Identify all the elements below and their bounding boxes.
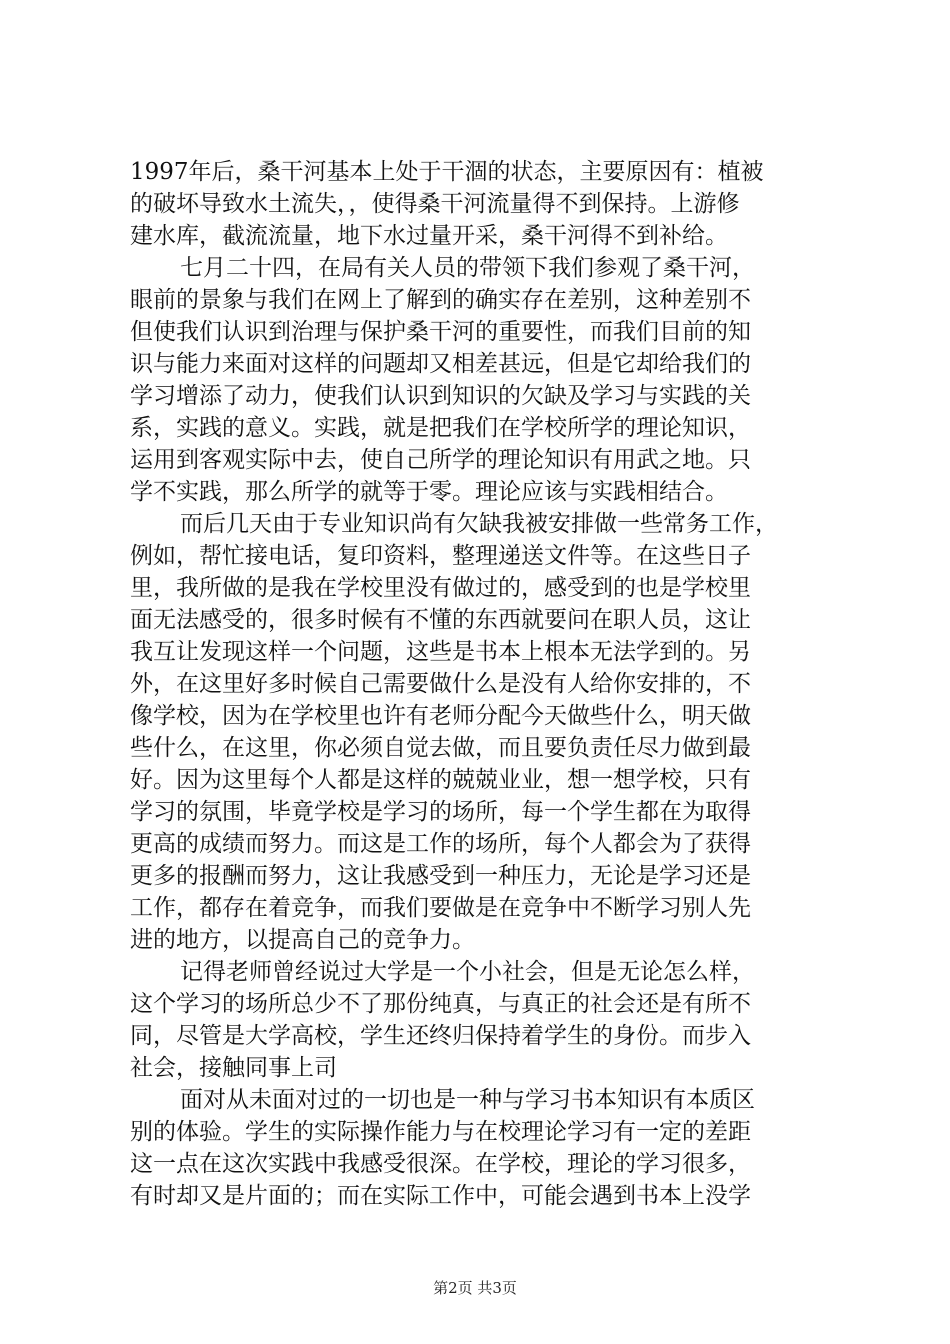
- text-line: 我互让发现这样一个问题，这些是书本上根本无法学到的。另: [130, 639, 751, 665]
- text-line: 别的体验。学生的实际操作能力与在校理论学习有一定的差距: [130, 1119, 751, 1145]
- text-line: 更多的报酬而努力，这让我感受到一种压力，无论是学习还是: [130, 863, 751, 889]
- text-line: 1997年后，桑干河基本上处于干涸的状态，主要原因有：植被: [130, 159, 764, 185]
- text-line: 建水库，截流流量，地下水过量开采，桑干河得不到补给。: [130, 223, 728, 249]
- text-line: 运用到客观实际中去，使自己所学的理论知识有用武之地。只: [130, 447, 751, 473]
- text-line: 像学校，因为在学校里也许有老师分配今天做些什么，明天做: [130, 703, 751, 729]
- text-line: 里，我所做的是我在学校里没有做过的，感受到的也是学校里: [130, 575, 751, 601]
- text-line: 面无法感受的，很多时候有不懂的东西就要问在职人员，这让: [130, 607, 751, 633]
- paragraph-start-line: 而后几天由于专业知识尚有欠缺我被安排做一些常务工作，: [180, 511, 778, 537]
- text-line: 学不实践，那么所学的就等于零。理论应该与实践相结合。: [130, 479, 728, 505]
- text-line: 同，尽管是大学高校，学生还终归保持着学生的身份。而步入: [130, 1023, 751, 1049]
- paragraph-start-line: 七月二十四，在局有关人员的带领下我们参观了桑干河，: [180, 255, 755, 281]
- text-line: 更高的成绩而努力。而这是工作的场所，每个人都会为了获得: [130, 831, 751, 857]
- text-line: 有时却又是片面的；而在实际工作中，可能会遇到书本上没学: [130, 1183, 751, 1209]
- text-line: 学习的氛围，毕竟学校是学习的场所，每一个学生都在为取得: [130, 799, 751, 825]
- document-body: [130, 156, 836, 1212]
- text-line: 的破坏导致水土流失，，使得桑干河流量得不到保持。上游修: [130, 191, 740, 217]
- text-line: 识与能力来面对这样的问题却又相差甚远，但是它却给我们的: [130, 351, 751, 377]
- text-line: 些什么，在这里，你必须自觉去做，而且要负责任尽力做到最: [130, 735, 751, 761]
- page-number-footer: 第2页 共3页: [433, 1279, 517, 1297]
- text-line: 学习增添了动力，使我们认识到知识的欠缺及学习与实践的关: [130, 383, 751, 409]
- text-line: 好。因为这里每个人都是这样的兢兢业业，想一想学校，只有: [130, 767, 751, 793]
- text-line: 系，实践的意义。实践，就是把我们在学校所学的理论知识，: [130, 415, 751, 441]
- text-line: 眼前的景象与我们在网上了解到的确实存在差别，这种差别不: [130, 287, 751, 313]
- text-line: 社会，接触同事上司: [130, 1055, 337, 1081]
- paragraph-start-line: 面对从未面对过的一切也是一种与学习书本知识有本质区: [180, 1087, 755, 1113]
- text-line: 进的地方，以提高自己的竞争力。: [130, 927, 475, 953]
- paragraph-start-line: 记得老师曾经说过大学是一个小社会，但是无论怎么样，: [180, 959, 755, 985]
- text-line: 外，在这里好多时候自己需要做什么是没有人给你安排的，不: [130, 671, 751, 697]
- text-line: 这个学习的场所总少不了那份纯真，与真正的社会还是有所不: [130, 991, 751, 1017]
- text-line: 这一点在这次实践中我感受很深。在学校，理论的学习很多，: [130, 1151, 751, 1177]
- text-line: 但使我们认识到治理与保护桑干河的重要性，而我们目前的知: [130, 319, 751, 345]
- text-line: 工作，都存在着竞争，而我们要做是在竞争中不断学习别人先: [130, 895, 751, 921]
- text-line: 例如，帮忙接电话，复印资料，整理递送文件等。在这些日子: [130, 543, 751, 569]
